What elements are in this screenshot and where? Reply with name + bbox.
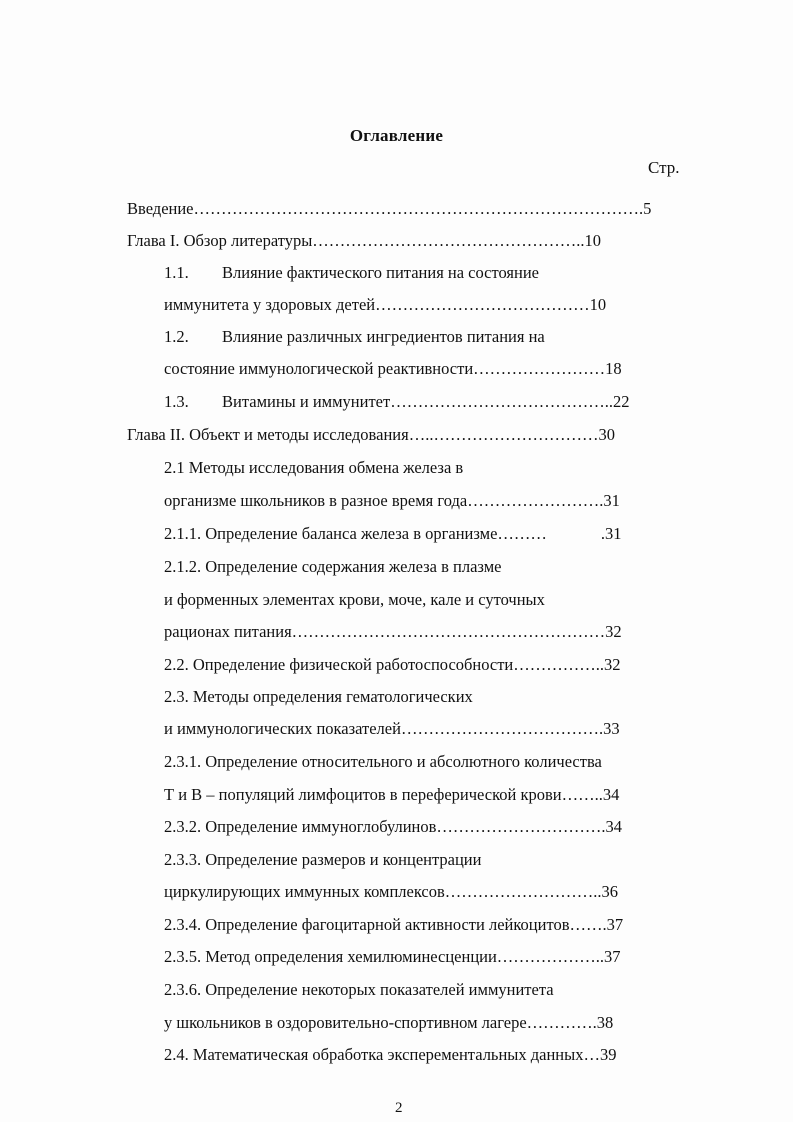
toc-text: и форменных элементах крови, моче, кале и суточных xyxy=(164,590,545,609)
toc-line xyxy=(164,359,622,379)
toc-text: иммунитета у здоровых детей…………………………………10 xyxy=(164,295,607,314)
toc-line xyxy=(164,947,621,967)
toc-line xyxy=(164,719,620,739)
toc-line xyxy=(164,980,554,1000)
toc-text: 2.3. Методы определения гематологических xyxy=(164,687,473,706)
page-column-header: Стр. xyxy=(648,158,680,177)
toc-number: 1.2. xyxy=(164,327,189,346)
toc-text: 2.3.3. Определение размеров и концентрации xyxy=(164,850,482,869)
toc-line xyxy=(127,199,651,219)
toc-text: Витамины и иммунитет…………………………………..22 xyxy=(222,392,630,411)
toc-text: Глава II. Объект и методы исследования…..…………………………30 xyxy=(127,425,615,444)
toc-text: Влияние фактического питания на состояние xyxy=(222,263,539,282)
toc-line xyxy=(164,1045,616,1065)
toc-text: 2.2. Определение физической работоспособности……………..32 xyxy=(164,655,621,674)
toc-line xyxy=(164,752,602,772)
toc-number: 1.1. xyxy=(164,263,189,282)
toc-line xyxy=(164,557,502,577)
toc-text: 2.1.2. Определение содержания железа в плазме xyxy=(164,557,502,576)
toc-text: 2.3.5. Метод определения хемилюминесценции………………..37 xyxy=(164,947,621,966)
footer-page-number: 2 xyxy=(395,1100,403,1116)
toc-text: 2.1.1. Определение баланса железа в организме……… xyxy=(164,524,547,543)
toc-text: рационах питания…………………………………………………32 xyxy=(164,622,622,641)
toc-line xyxy=(164,882,618,902)
toc-text: 2.1 Методы исследования обмена железа в xyxy=(164,458,464,477)
toc-line xyxy=(164,915,623,935)
toc-line xyxy=(164,392,629,412)
toc-text: состояние иммунологической реактивности……………………18 xyxy=(164,359,622,378)
toc-page: .31 xyxy=(600,524,622,543)
toc-number: 1.3. xyxy=(164,392,189,411)
toc-line xyxy=(164,850,481,870)
toc-line xyxy=(164,327,545,347)
toc-line xyxy=(127,425,615,445)
toc-line xyxy=(164,491,620,511)
toc-text: Введение……………………………………………………………………….5 xyxy=(127,199,652,218)
toc-text: 2.3.6. Определение некоторых показателей иммунитета xyxy=(164,980,554,999)
toc-text: 2.3.4. Определение фагоцитарной активности лейкоцитов…….37 xyxy=(164,915,624,934)
toc-text: Т и В – популяций лимфоцитов в переферической крови……..34 xyxy=(164,785,620,804)
toc-text: организме школьников в разное время года…………………….31 xyxy=(164,491,620,510)
toc-line xyxy=(164,524,622,544)
toc-text: у школьников в оздоровительно-спортивном лагере………….38 xyxy=(164,1013,614,1032)
toc-line xyxy=(164,263,539,283)
toc-text: 2.3.1. Определение относительного и абсолютного количества xyxy=(164,752,602,771)
toc-line xyxy=(164,295,606,315)
toc-text: Глава I. Обзор литературы…………………………………………..10 xyxy=(127,231,602,250)
toc-line xyxy=(164,458,463,478)
toc-text: и иммунологических показателей……………………………….33 xyxy=(164,719,620,738)
toc-text: Влияние различных ингредиентов питания на xyxy=(222,327,545,346)
toc-line xyxy=(127,231,601,251)
toc-line xyxy=(164,785,619,805)
toc-line xyxy=(164,622,622,642)
toc-line xyxy=(164,1013,613,1033)
toc-text: 2.3.2. Определение иммуноглобулинов………………………….34 xyxy=(164,817,623,836)
toc-line xyxy=(164,687,473,707)
page-title: Оглавление xyxy=(349,126,444,145)
toc-line xyxy=(164,655,621,675)
toc-line xyxy=(164,817,622,837)
toc-text: 2.4. Математическая обработка эксперементальных данных…39 xyxy=(164,1045,617,1064)
toc-text: циркулирующих иммунных комплексов………………………..36 xyxy=(164,882,619,901)
toc-line xyxy=(164,590,545,610)
